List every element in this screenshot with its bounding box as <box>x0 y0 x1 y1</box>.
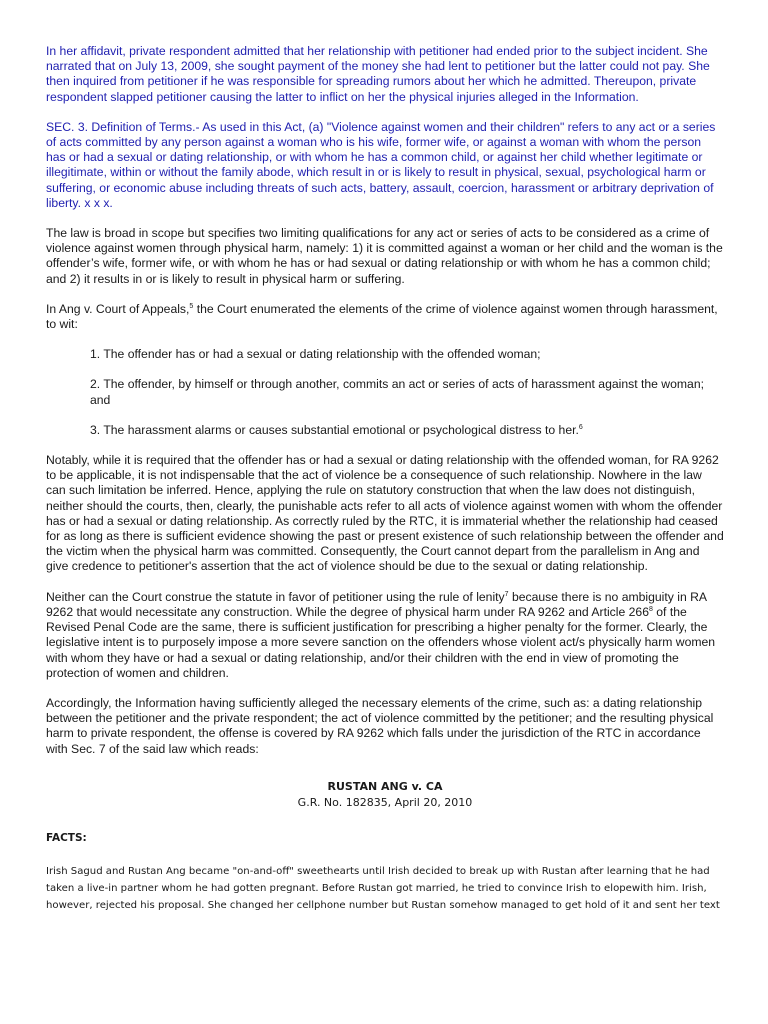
facts-paragraph: Irish Sagud and Rustan Ang became "on-and-off" sweethearts until Irish decided to break up with Rustan after learning that he had taken a live-in partner whom he had gotten pregnant. Before Rustan got married, he tried to convince Irish to elopewith him. Irish, however, rejected his proposal. She changed her cellphone number but Rustan somehow managed to get hold of it and sent her text <box>46 865 720 911</box>
accordingly-paragraph: Accordingly, the Information having sufficiently alleged the necessary elements of the crime, such as: a dating relationship between the petitioner and the private respondent; the act of violence committed by the petitioner; and the resulting physical harm to private respondent, the offense is covered by RA 9262 which falls under the jurisdiction of the RTC in accordance with Sec. 7 of the said law which reads: <box>46 695 714 756</box>
element-item-2: 2. The offender, by himself or through another, commits an act or series of acts of harassment against the woman; and <box>90 377 704 407</box>
footnote-8: 8 <box>648 605 653 613</box>
ang-v-ca-paragraph: In Ang v. Court of Appeals,$^5$ the Court enumerated the elements of the crime of violence against women through harassment, to wit: <box>46 301 718 332</box>
notably-paragraph: Notably, while it is required that the offender has or had a sexual or dating relationship with the offended woman, for RA 9262 to be applicable, it is not indispensable that the act of violence be a consequence of such relationship. Nowhere in the law can such limitation be inferred. Hence, applying the rule on statutory construction that when the law does not distinguish, neither should the courts, then, clearly, the punishable acts refer to all acts of violence against women with whom the offender has or had a sexual or dating relationship. As correctly ruled by the RTC, it is immaterial whether the relationship had ceased for as long as there is sufficient evidence showing the past or present existence of such relationship between the offender and the victim when the physical harm was committed. Consequently, the Court cannot depart from the parallelism in Ang and give credence to petitioner's assertion that the act of violence should be due to the sexual or dating relationship. <box>46 453 724 574</box>
element-item-1: 1. The offender has or had a sexual or dating relationship with the offended woman; <box>90 347 541 362</box>
law-scope-paragraph: The law is broad in scope but specifies two limiting qualifications for any act or series of acts to be considered as a crime of violence against women through physical harm, namely: 1) it is committed against a woman or her child and the woman is the offender’s wife, former wife, or with whom he has or had sexual or dating relationship or with whom he has a common child; and 2) it results in or is likely to result in physical harm or suffering. <box>46 226 723 286</box>
element-item-3: 3. The harassment alarms or causes substantial emotional or psychological distress to her.$^6$ <box>90 422 583 437</box>
facts-heading: FACTS: <box>46 831 87 844</box>
section-3-quote: SEC. 3. Definition of Terms.- As used in this Act, (a) "Violence against women and their children" refers to any act or a series of acts committed by any person against a woman who is his wife, former wife, or against a woman with whom the person has or had a sexual or dating relationship, or with whom he has a common child, or against her child whether legitimate or illegitimate, within or without the family abode, which result in or is likely to result in physical, sexual, psychological harm or suffering, or economic abuse including threats of such acts, battery, assault, coercion, harassment or arbitrary deprivation of liberty. x x x. <box>46 119 716 210</box>
affidavit-paragraph: In her affidavit, private respondent admitted that her relationship with petitioner had ended prior to the subject incident. She narrated that on July 13, 2009, she sought payment of the money she had lent to petitioner but the latter could not pay. She then inquired from petitioner if he was responsible for spreading rumors about her which he admitted. Thereupon, private respondent slapped petitioner causing the latter to inflict on her the physical injuries alleged in the Information. <box>46 44 710 104</box>
case-title: RUSTAN ANG v. CA <box>327 779 443 793</box>
case-number: G.R. No. 182835, April 20, 2010 <box>297 795 473 809</box>
lenity-paragraph: Neither can the Court construe the statute in favor of petitioner using the rule of lenity$^7$ because there is no ambiguity in RA 9262 that would necessitate any construction. While the degree of physical harm under RA 9262 and Article $266^8$ of the Revised Penal Code are the same, there is sufficient justification for prescribing a higher penalty for the former. Clearly, the legislative intent is to purposely impose a more severe sanction on the offenders whose violent act/s physically harm women with whom they have or had a sexual or dating relationship, and/or their children with the end in view of promoting the protection of women and children. <box>46 589 716 680</box>
footnote-5: 5 <box>189 302 194 310</box>
footnote-7: 7 <box>504 590 509 598</box>
footnote-6: 6 <box>578 423 583 431</box>
